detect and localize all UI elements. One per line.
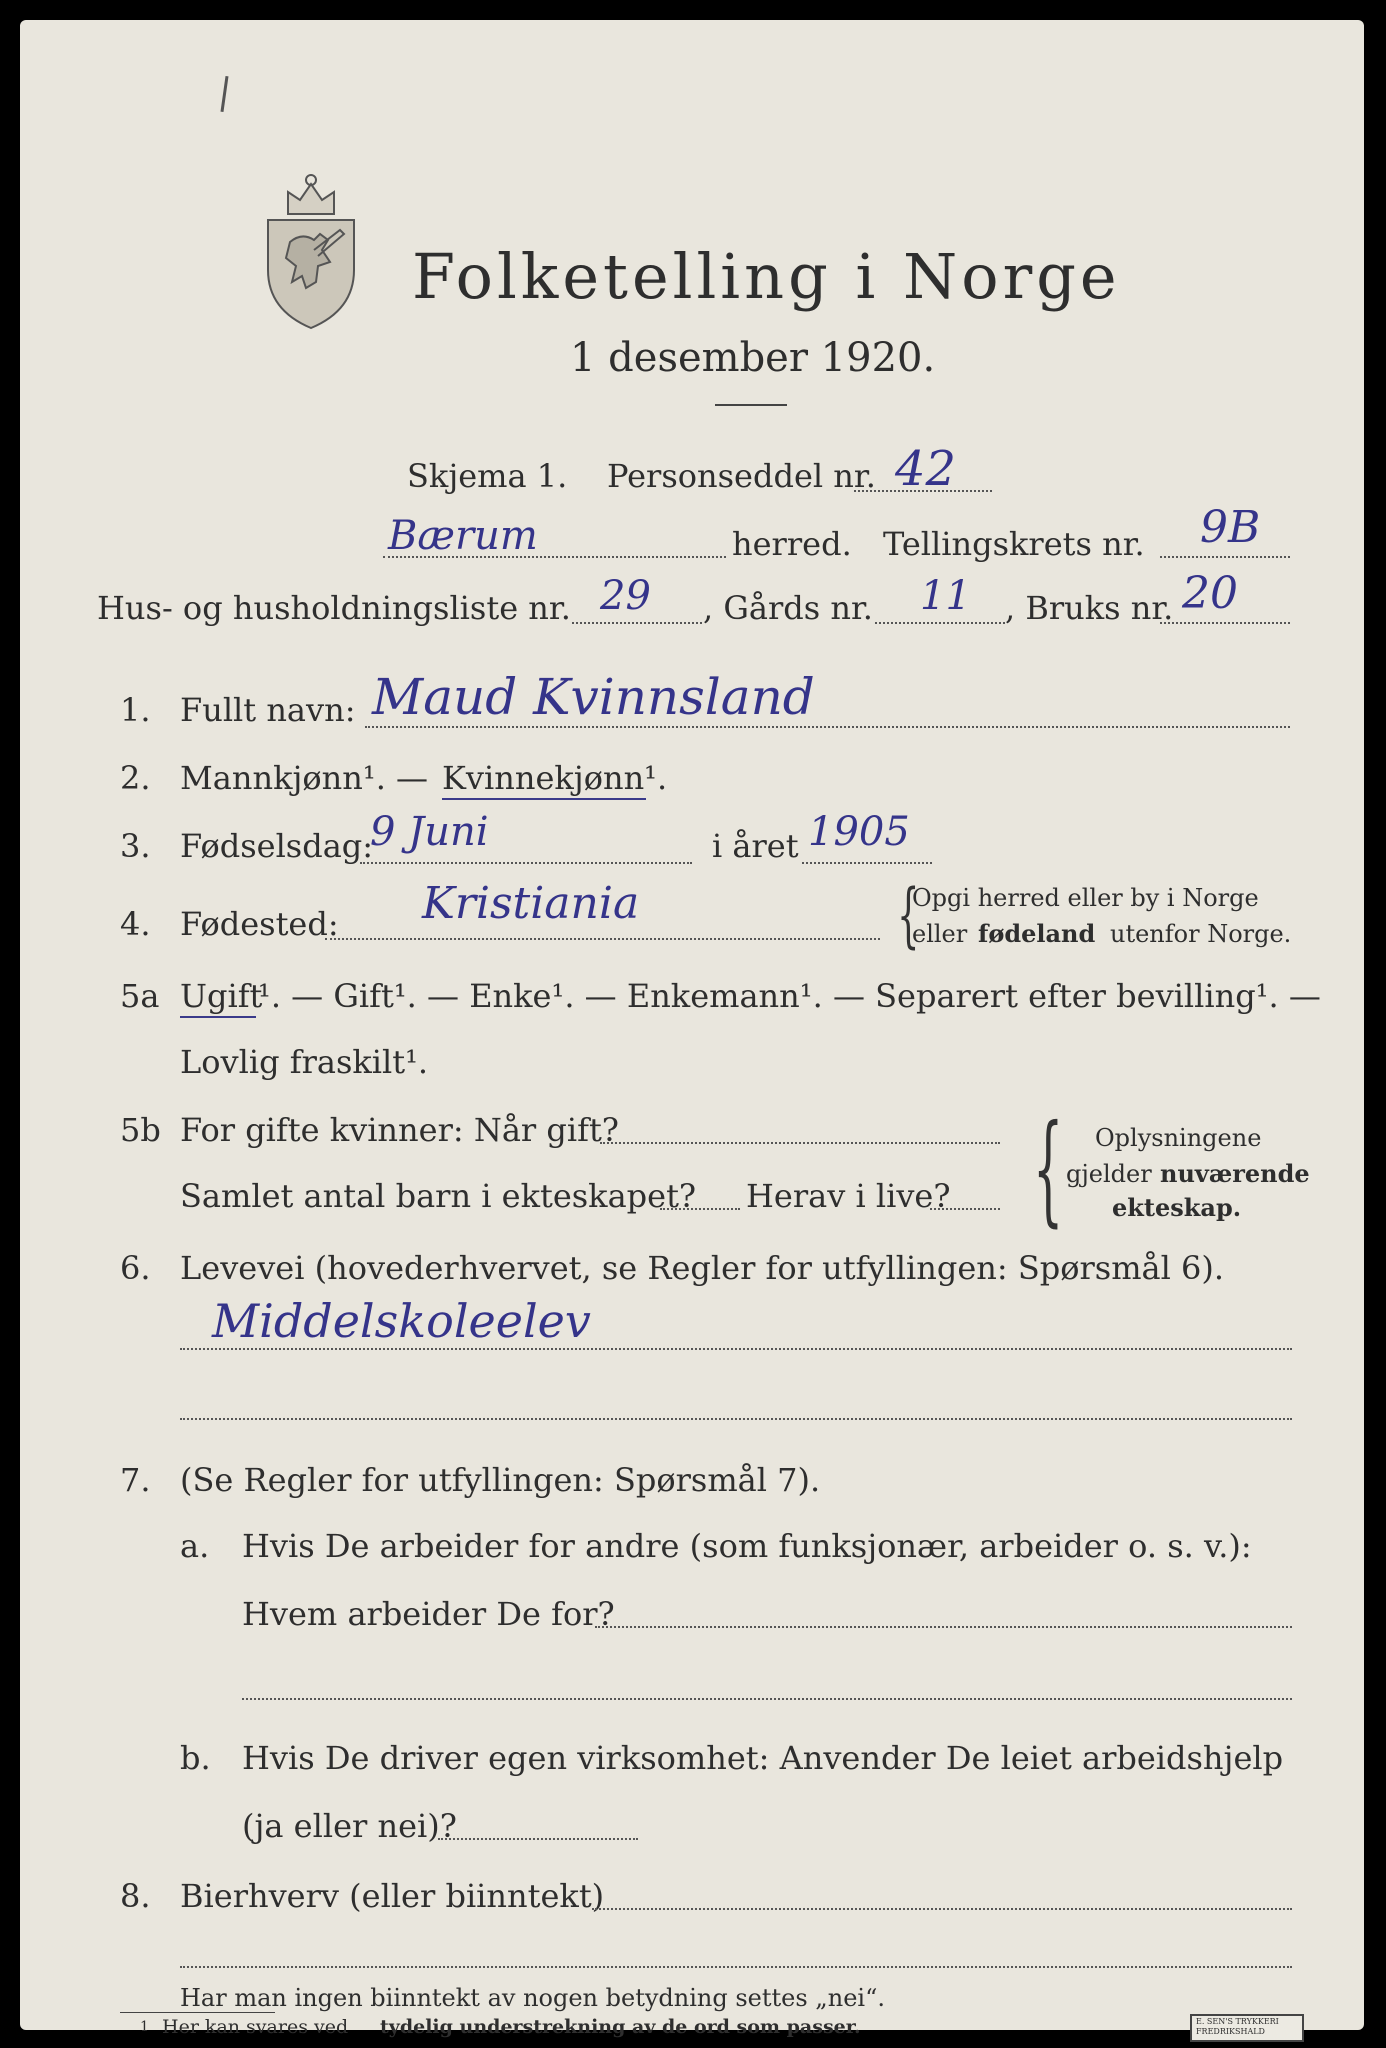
footnote-number: 1 xyxy=(140,2019,149,2035)
side-income-field[interactable] xyxy=(592,1908,1292,1910)
q5b-note-line2a: gjelder xyxy=(1066,1160,1152,1188)
schema-label: Skjema 1. xyxy=(407,457,568,495)
q7b-yesno-label: (ja eller nei)? xyxy=(242,1807,457,1845)
q7b-letter: b. xyxy=(180,1739,211,1777)
tellingskrets-label: Tellingskrets nr. xyxy=(883,525,1145,563)
q8-note: Har man ingen biinntekt av nogen betydning settes „nei“. xyxy=(180,1984,885,2012)
pencil-mark xyxy=(221,76,229,112)
q5b-children-label: Samlet antal barn i ekteskapet? xyxy=(180,1177,697,1215)
occupation-field-2[interactable] xyxy=(180,1418,1292,1420)
hus-label: Hus- og husholdningsliste nr. xyxy=(97,589,571,627)
printer-stamp xyxy=(1190,2014,1304,2042)
q3-year-label: i året xyxy=(712,827,799,865)
bruks-value: 20 xyxy=(1182,568,1238,619)
q3-number: 3. xyxy=(120,827,151,865)
q5b-alive-label: Herav i live? xyxy=(746,1177,951,1215)
tellingskrets-value: 9B xyxy=(1200,502,1261,553)
side-income-field-2[interactable] xyxy=(180,1966,1292,1968)
coat-of-arms-icon xyxy=(258,170,364,330)
q4-note-line2a: eller xyxy=(912,920,968,948)
personseddel-value: 42 xyxy=(895,441,957,497)
q7b-label: Hvis De driver egen virksomhet: Anvender De leiet arbeidshjelp xyxy=(242,1739,1284,1777)
census-date: 1 desember 1920. xyxy=(570,335,936,381)
hired-help-field[interactable] xyxy=(438,1838,638,1840)
full-name-value: Maud Kvinnsland xyxy=(372,668,815,726)
q7a-label: Hvis De arbeider for andre (som funksjonær, arbeider o. s. v.): xyxy=(242,1527,1252,1565)
q2-number: 2. xyxy=(120,759,151,797)
census-form xyxy=(20,20,1364,2038)
q8-label: Bierhverv (eller biinntekt) xyxy=(180,1877,605,1915)
birthplace-field[interactable] xyxy=(325,938,880,940)
tellingskrets-field[interactable] xyxy=(1160,556,1290,558)
personseddel-label: Personseddel nr. xyxy=(607,457,876,495)
q5b-label: For gifte kvinner: Når gift? xyxy=(180,1111,619,1149)
bruks-label: , Bruks nr. xyxy=(1005,589,1174,627)
occupation-field[interactable] xyxy=(180,1348,1292,1350)
q2-female-underline xyxy=(442,798,646,800)
q2-option-female[interactable]: Kvinnekjønn¹. xyxy=(442,759,668,797)
q5a-number: 5a xyxy=(120,977,160,1015)
bruks-field[interactable] xyxy=(1160,622,1290,624)
q8-number: 8. xyxy=(120,1877,151,1915)
q5b-note-brace: { xyxy=(1032,1100,1064,1239)
q4-note-line2b: fødeland xyxy=(978,919,1096,948)
q5b-note-line1: Oplysningene xyxy=(1095,1124,1262,1152)
q4-note-brace: { xyxy=(897,874,920,956)
gards-label: , Gårds nr. xyxy=(703,589,873,627)
birthday-value: 9 Juni xyxy=(370,809,489,855)
footnote-text-b: tydelig understrekning av de ord som passer. xyxy=(380,2016,861,2038)
herred-value: Bærum xyxy=(388,513,538,559)
q6-number: 6. xyxy=(120,1249,151,1287)
q4-note-line1: Opgi herred eller by i Norge xyxy=(912,884,1259,912)
q4-label: Fødested: xyxy=(180,905,339,943)
birth-year-value: 1905 xyxy=(808,809,910,855)
q5a-other-options: ¹. — Gift¹. — Enke¹. — Enkemann¹. — Separert efter bevilling¹. — xyxy=(258,977,1321,1015)
q5a-ugift-underline xyxy=(180,1016,256,1018)
married-when-field[interactable] xyxy=(600,1142,1000,1144)
q7a-letter: a. xyxy=(180,1527,210,1565)
form-title: Folketelling i Norge xyxy=(412,240,1121,313)
hus-value: 29 xyxy=(600,573,651,619)
q5b-note-line2b: nuværende xyxy=(1160,1159,1310,1188)
children-total-field[interactable] xyxy=(660,1208,740,1210)
gards-value: 11 xyxy=(920,573,971,619)
q7a-employer-label: Hvem arbeider De for? xyxy=(242,1595,615,1633)
printer-line2: FREDRIKSHALD xyxy=(1196,2027,1265,2036)
occupation-value: Middelskoleelev xyxy=(212,1294,591,1348)
q5b-note-line3: ekteskap. xyxy=(1112,1193,1242,1222)
birthplace-value: Kristiania xyxy=(422,878,640,929)
printer-line1: E. SEN'S TRYKKERI xyxy=(1196,2017,1279,2026)
q5a-option-divorced[interactable]: Lovlig fraskilt¹. xyxy=(180,1043,429,1081)
q3-label: Fødselsdag: xyxy=(180,827,374,865)
q6-label: Levevei (hovederhvervet, se Regler for utfyllingen: Spørsmål 6). xyxy=(180,1249,1225,1287)
employer-field[interactable] xyxy=(595,1626,1292,1628)
q5b-number: 5b xyxy=(120,1111,161,1149)
birth-year-field[interactable] xyxy=(802,862,932,864)
gards-field[interactable] xyxy=(875,622,1005,624)
q1-number: 1. xyxy=(120,691,151,729)
footnote-text-a: Her kan svares ved xyxy=(162,2016,349,2038)
q4-number: 4. xyxy=(120,905,151,943)
full-name-field[interactable] xyxy=(365,726,1290,728)
q1-label: Fullt navn: xyxy=(180,691,356,729)
q4-note-line2c: utenfor Norge. xyxy=(1110,920,1292,948)
birthday-field[interactable] xyxy=(360,862,692,864)
q2-option-male[interactable]: Mannkjønn¹. — xyxy=(180,759,429,797)
hus-field[interactable] xyxy=(572,622,702,624)
title-rule xyxy=(715,404,787,406)
footnote-rule xyxy=(120,2012,275,2013)
q7-number: 7. xyxy=(120,1461,151,1499)
q7-label: (Se Regler for utfyllingen: Spørsmål 7). xyxy=(180,1461,821,1499)
employer-field-2[interactable] xyxy=(242,1698,1292,1700)
q5a-option-ugift[interactable]: Ugift xyxy=(180,977,263,1015)
children-alive-field[interactable] xyxy=(930,1208,1000,1210)
herred-label: herred. xyxy=(732,525,852,563)
